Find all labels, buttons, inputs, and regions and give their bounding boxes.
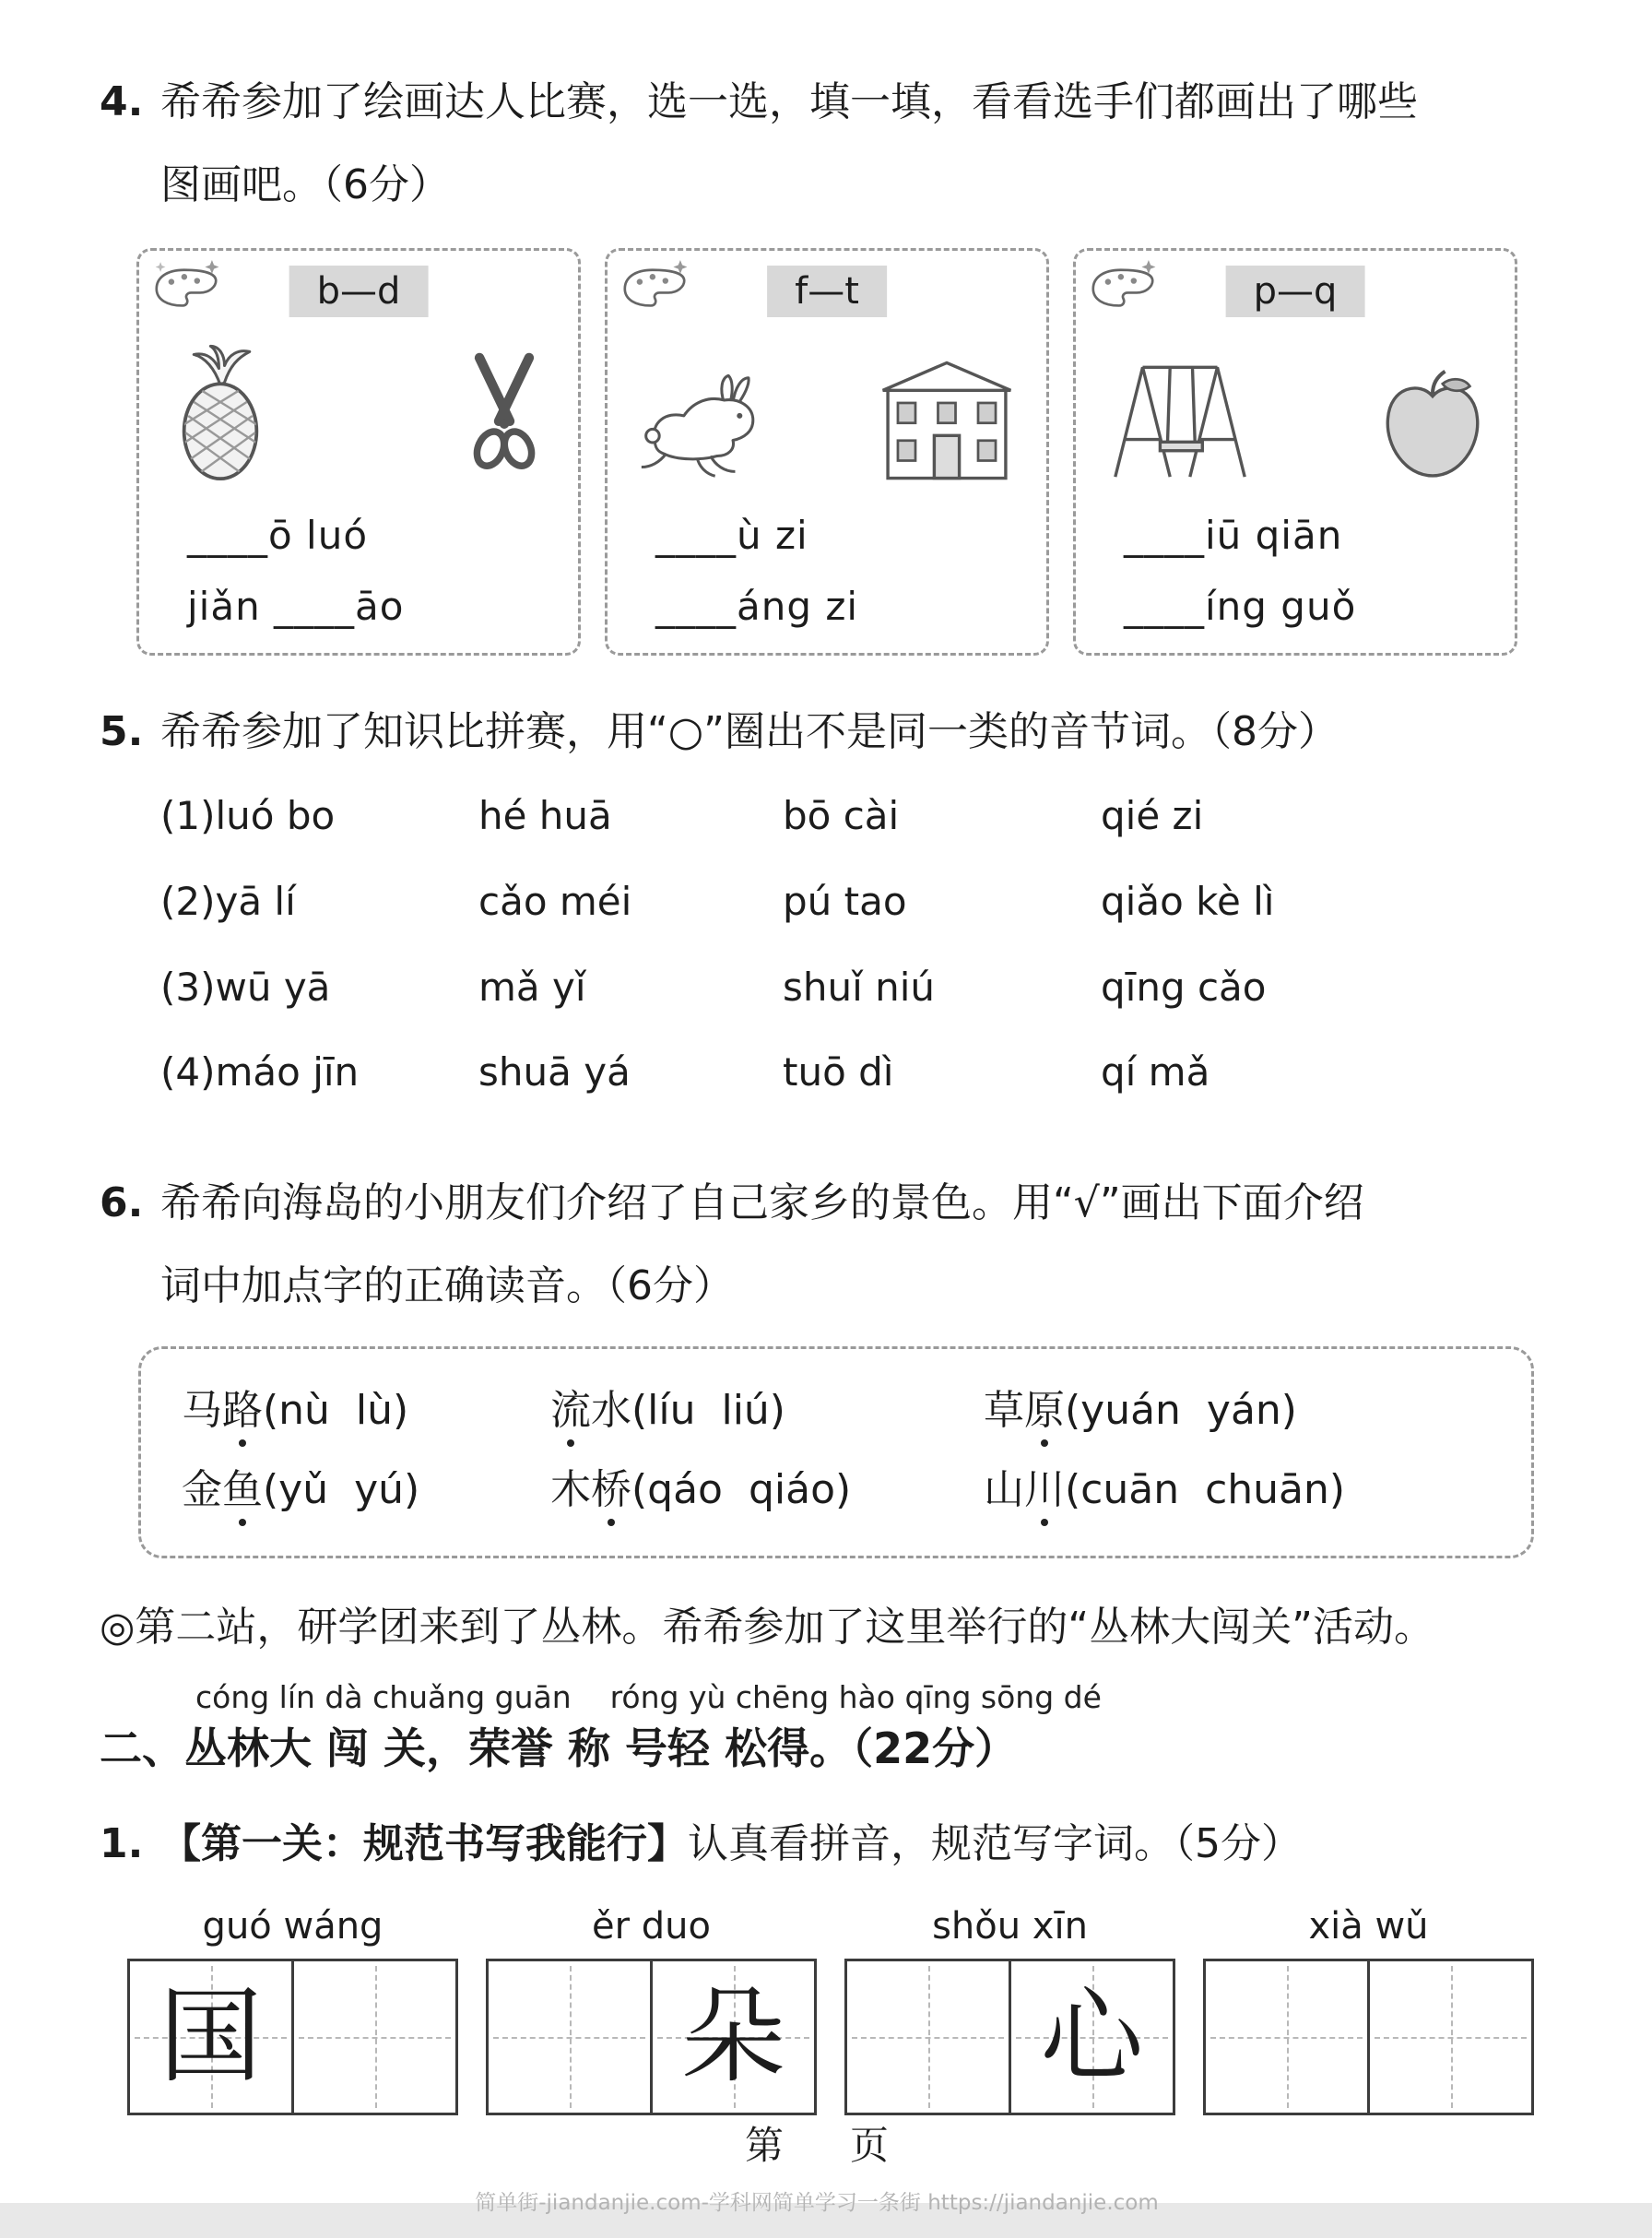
- syllable-word[interactable]: tuō dì: [783, 1049, 894, 1095]
- q4-box-pq-header: [1092, 264, 1498, 323]
- fill-blank-line[interactable]: jiǎn ____āo: [187, 584, 405, 630]
- writing-cell[interactable]: [489, 1961, 653, 2113]
- syllable-word[interactable]: shuǐ niú: [783, 964, 936, 1010]
- question-4-prompt-line1: 希希参加了绘画达人比赛，选一选，填一填，看看选手们都画出了哪些: [160, 78, 1418, 125]
- section-2-pinyin: cóng lín dà chuǎng guān róng yù chēng hào qīng sōng dé: [195, 1679, 1102, 1716]
- dotted-char: 路: [222, 1377, 263, 1436]
- question-6-prompt: [160, 1175, 1534, 1314]
- page-footer: [100, 2115, 1534, 2238]
- written-char: 国: [159, 1977, 263, 2098]
- question-5: [100, 704, 1534, 1131]
- word-char: 水: [591, 1386, 631, 1434]
- question-5-prompt: 希希参加了知识比拼赛，用“○”圈出不是同一类的音节词。（8分）: [160, 708, 1339, 756]
- swing-icon: [1105, 356, 1255, 483]
- q4-box-ft-header: [624, 264, 1030, 323]
- dotted-char: 原: [1024, 1377, 1065, 1436]
- pronunciation-item[interactable]: [182, 1377, 550, 1436]
- question-6-number: 6.: [100, 1179, 144, 1227]
- q1-instructions: 认真看拼音，规范写字词。（5分）: [688, 1819, 1302, 1867]
- q4-box-bd-label: b—d: [289, 266, 429, 317]
- q4-box-bd-header: [156, 264, 561, 323]
- syllable-word[interactable]: cǎo méi: [478, 878, 632, 924]
- pronunciation-item[interactable]: [984, 1456, 1491, 1515]
- dotted-char: 流: [550, 1377, 591, 1436]
- fill-blank-line[interactable]: ____iū qiān: [1124, 513, 1343, 559]
- house-icon: [877, 358, 1017, 483]
- syllable-row-2: [160, 874, 1534, 930]
- pinyin-label: xià wǔ: [1308, 1905, 1429, 1948]
- writing-group-erduo: [486, 1905, 817, 2115]
- syllable-word[interactable]: mǎ yǐ: [478, 964, 586, 1010]
- syllable-word[interactable]: (1)luó bo: [160, 792, 336, 838]
- rabbit-icon: [637, 371, 775, 483]
- pinyin-options[interactable]: (nù lù): [263, 1386, 409, 1434]
- writing-grid: [1203, 1959, 1534, 2115]
- writing-cell[interactable]: [1011, 1961, 1173, 2113]
- question-4: [100, 74, 1534, 656]
- q4-option-boxes: [136, 248, 1534, 656]
- q4-box-ft: [605, 248, 1049, 656]
- writing-cell[interactable]: [1206, 1961, 1370, 2113]
- syllable-word[interactable]: (4)máo jīn: [160, 1049, 360, 1095]
- question-6-prompt-line2: 词中加点字的正确读音。（6分）: [160, 1261, 734, 1309]
- syllable-word[interactable]: (2)yā lí: [160, 878, 296, 924]
- palette-icon: [150, 260, 222, 314]
- q4-box-pq-pictures: [1092, 323, 1498, 487]
- scissors-icon: [460, 352, 549, 483]
- writing-grid: [127, 1959, 458, 2115]
- question-1-prompt: [160, 1816, 1534, 1873]
- page-number: [100, 2115, 1534, 2171]
- syllable-word[interactable]: hé huā: [478, 792, 612, 838]
- writing-cell[interactable]: [653, 1961, 814, 2113]
- writing-grid: [844, 1959, 1175, 2115]
- fill-blank-line[interactable]: ____ù zi: [655, 513, 808, 559]
- syllable-word[interactable]: qīng cǎo: [1101, 964, 1267, 1010]
- writing-cell[interactable]: [1370, 1961, 1531, 2113]
- pinyin-options[interactable]: (yuán yán): [1065, 1386, 1297, 1434]
- word-char: 山: [984, 1465, 1024, 1513]
- writing-group-guowang: [127, 1905, 458, 2115]
- syllable-word[interactable]: shuā yá: [478, 1049, 631, 1095]
- q6-pronunciation-box: [138, 1346, 1534, 1558]
- q4-box-ft-pictures: [624, 323, 1030, 487]
- q5-syllable-rows: [160, 788, 1534, 1102]
- dotted-char: 鱼: [222, 1456, 263, 1515]
- writing-cell[interactable]: [130, 1961, 294, 2113]
- pronunciation-item[interactable]: [182, 1456, 550, 1515]
- writing-grid: [486, 1959, 817, 2115]
- question-4-number: 4.: [100, 78, 144, 125]
- writing-grid-row: [127, 1905, 1534, 2115]
- pinyin-label: guó wáng: [202, 1905, 384, 1948]
- pineapple-icon: [169, 343, 272, 483]
- writing-cell[interactable]: [847, 1961, 1011, 2113]
- question-5-number: 5.: [100, 708, 144, 756]
- writing-cell[interactable]: [294, 1961, 455, 2113]
- pronunciation-item[interactable]: [550, 1377, 984, 1436]
- q4-box-bd: [136, 248, 581, 656]
- watermark-text: 简单街-jiandanjie.com-学科网简单学习一条街 https://jiandanjie.com: [475, 2191, 1159, 2216]
- syllable-row-3: [160, 960, 1534, 1016]
- palette-icon: [1087, 260, 1159, 314]
- syllable-word[interactable]: (3)wū yā: [160, 964, 331, 1010]
- written-char: 朵: [681, 1977, 785, 2098]
- fill-blank-line[interactable]: ____ō luó: [187, 513, 369, 559]
- writing-group-xiawu: [1203, 1905, 1534, 2115]
- pinyin-label: ěr duo: [592, 1905, 711, 1948]
- word-char: 马: [182, 1386, 222, 1434]
- q4-box-ft-label: f—t: [767, 266, 887, 317]
- page-number-prefix: 第: [744, 2123, 784, 2169]
- written-char: 心: [1040, 1977, 1144, 2098]
- pronunciation-item[interactable]: [550, 1456, 984, 1515]
- question-6-prompt-line1: 希希向海岛的小朋友们介绍了自己家乡的景色。用“√”画出下面介绍: [160, 1179, 1364, 1227]
- syllable-word[interactable]: qiǎo kè lì: [1101, 878, 1275, 924]
- question-6: [100, 1175, 1534, 1557]
- q4-box-bd-pictures: [156, 323, 561, 487]
- syllable-word[interactable]: qié zi: [1101, 792, 1204, 838]
- apple-icon: [1380, 369, 1485, 483]
- q6-row-1: [182, 1377, 1491, 1436]
- syllable-row-1: [160, 788, 1534, 845]
- q1-stage-label: 【第一关：规范书写我能行】: [160, 1819, 688, 1867]
- question-1: [100, 1816, 1534, 2116]
- pinyin-options[interactable]: (qáo qiáo): [631, 1465, 852, 1513]
- section-2-heading: 二、丛林大 闯 关，荣誉 称 号轻 松得。（22分）: [100, 1723, 1018, 1774]
- station-2-intro: ◎第二站，研学团来到了丛林。希希参加了这里举行的“丛林大闯关”活动。: [100, 1603, 1434, 1651]
- fill-blank-line[interactable]: ____áng zi: [655, 584, 859, 630]
- palette-icon: [619, 260, 690, 314]
- word-char: 草: [984, 1386, 1024, 1434]
- question-4-prompt: [160, 74, 1534, 213]
- pinyin-options[interactable]: (yǔ yú): [263, 1465, 420, 1513]
- writing-group-shouxin: [844, 1905, 1175, 2115]
- dotted-char: 桥: [591, 1456, 631, 1515]
- pinyin-label: shǒu xīn: [932, 1905, 1088, 1948]
- word-char: 金: [182, 1465, 222, 1513]
- pronunciation-item[interactable]: [984, 1377, 1491, 1436]
- pinyin-options[interactable]: (cuān chuān): [1065, 1465, 1346, 1513]
- question-1-number: 1.: [100, 1819, 144, 1867]
- q4-box-pq: [1073, 248, 1517, 656]
- page-number-suffix: 页: [850, 2123, 890, 2169]
- q6-row-2: [182, 1456, 1491, 1515]
- syllable-word[interactable]: qí mǎ: [1101, 1049, 1210, 1095]
- syllable-word[interactable]: pú tao: [783, 878, 907, 924]
- syllable-word[interactable]: bō cài: [783, 792, 900, 838]
- fill-blank-line[interactable]: ____íng guǒ: [1124, 584, 1357, 630]
- word-char: 木: [550, 1465, 591, 1513]
- syllable-row-4: [160, 1045, 1534, 1101]
- question-4-prompt-line2: 图画吧。（6分）: [160, 160, 450, 208]
- pinyin-options[interactable]: (líu liú): [631, 1386, 785, 1434]
- dotted-char: 川: [1024, 1456, 1065, 1515]
- q4-box-pq-label: p—q: [1226, 266, 1365, 317]
